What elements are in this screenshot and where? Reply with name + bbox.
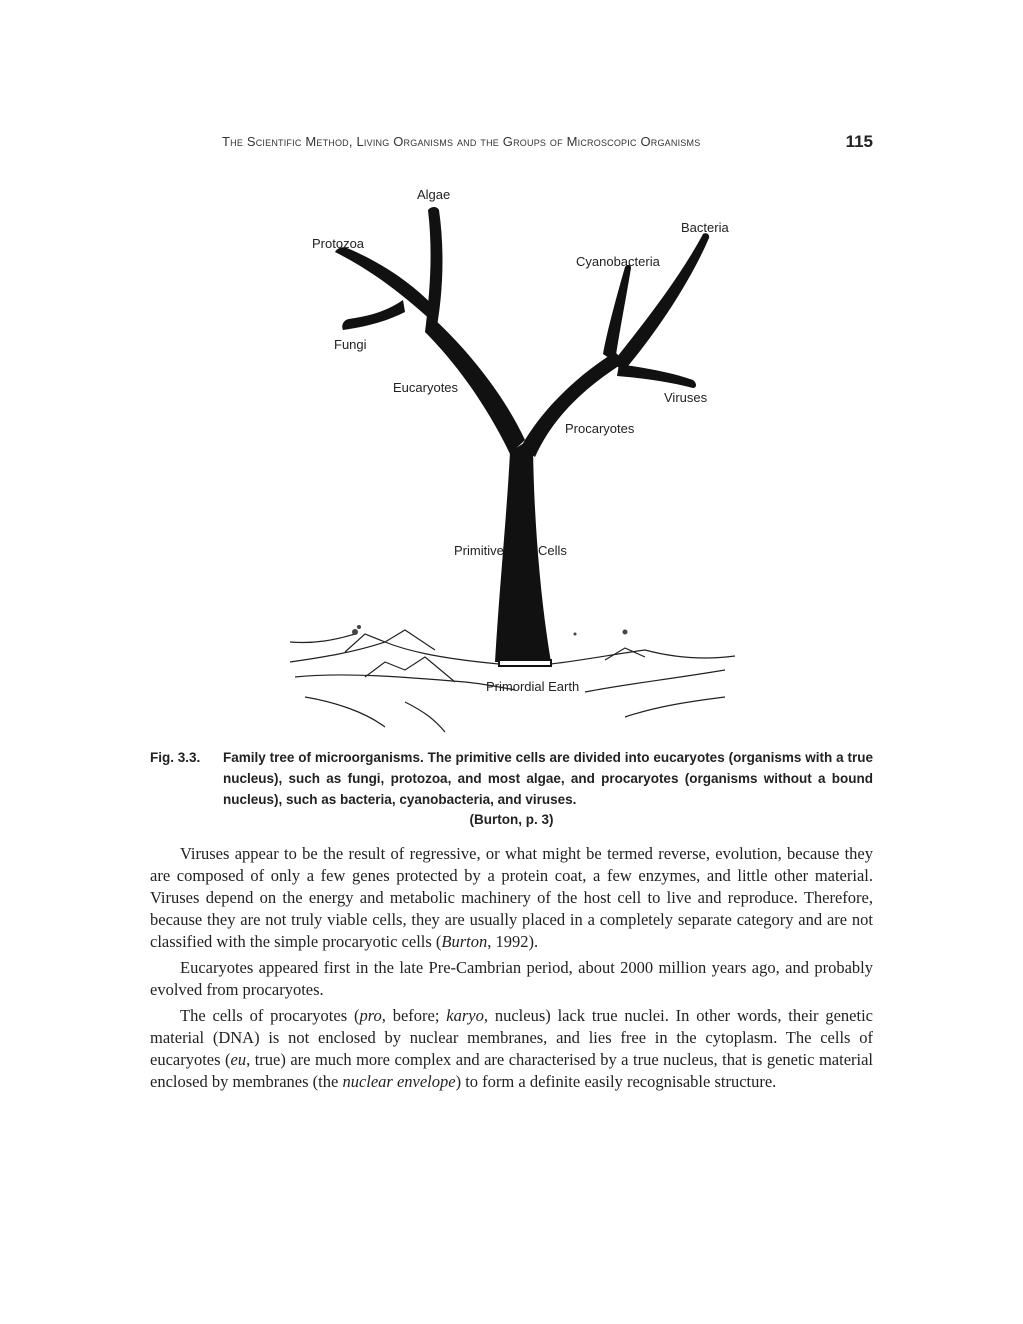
term-pro: pro — [359, 1006, 382, 1025]
label-cells: Cells — [538, 543, 567, 558]
term-nuclear-envelope: nuclear envelope — [342, 1072, 456, 1091]
label-primordial-earth: Primordial Earth — [486, 679, 580, 694]
label-viruses: Viruses — [664, 390, 708, 405]
label-fungi: Fungi — [334, 337, 367, 352]
label-eucaryotes: Eucaryotes — [393, 380, 459, 395]
label-bacteria: Bacteria — [681, 220, 729, 235]
term-eu: eu — [230, 1050, 247, 1069]
page-header — [150, 132, 873, 154]
label-algae: Algae — [417, 187, 451, 202]
term-karyo: karyo — [446, 1006, 484, 1025]
figure-number: Fig. 3.3. — [150, 750, 201, 765]
body-text — [150, 843, 873, 1097]
page-number: 115 — [845, 132, 873, 151]
paragraph-eucaryotes: Eucaryotes appeared first in the late Pre-Cambrian period, about 2000 million years ago, and probably evolved from procaryotes. — [150, 958, 873, 999]
label-primitive: Primitive — [454, 543, 504, 558]
trunk-base — [499, 660, 551, 666]
citation-author: Burton — [441, 932, 488, 951]
label-protozoa: Protozoa — [312, 236, 365, 251]
tree-illustration — [285, 172, 740, 742]
paragraph-viruses: Viruses appear to be the result of regressive, or what might be termed reverse, evolution, because they are composed of only a few genes protected by a protein coat, a few enzymes, and little other material. Viruses depend on the energy and metabolic machinery of the host cell to live and reproduce. Therefore, because they are not truly viable cells, they are usually placed in a completely separate category and are not classified with the simple procaryotic cells (Burton, 1992). — [150, 844, 873, 951]
caption-text: Family tree of microorganisms. The primitive cells are divided into eucaryotes (organisms with a true nucleus), such as fungi, protozoa, and most algae, and procaryotes (organisms without a bound nucleus), such as bacteria, cyanobacteria, and viruses. — [223, 750, 873, 807]
label-cyanobacteria: Cyanobacteria — [576, 254, 660, 269]
label-procaryotes: Procaryotes — [565, 421, 635, 436]
figure-source: (Burton, p. 3) — [469, 812, 554, 827]
paragraph-procaryotes: The cells of procaryotes (pro, before; karyo, nucleus) lack true nuclei. In other words, their genetic material (DNA) is not enclosed by nuclear membranes, and lies free in the cytoplasm. The cells of eucaryotes (eu, true) are much more complex and are characterised by a true nucleus, that is genetic material enclosed by membranes (the nuclear envelope) to form a definite easily recognisable structure. — [150, 1006, 874, 1091]
running-head: The Scientific Method, Living Organisms and the Groups of Microscopic Organisms — [222, 134, 701, 149]
family-tree-figure — [285, 172, 740, 742]
